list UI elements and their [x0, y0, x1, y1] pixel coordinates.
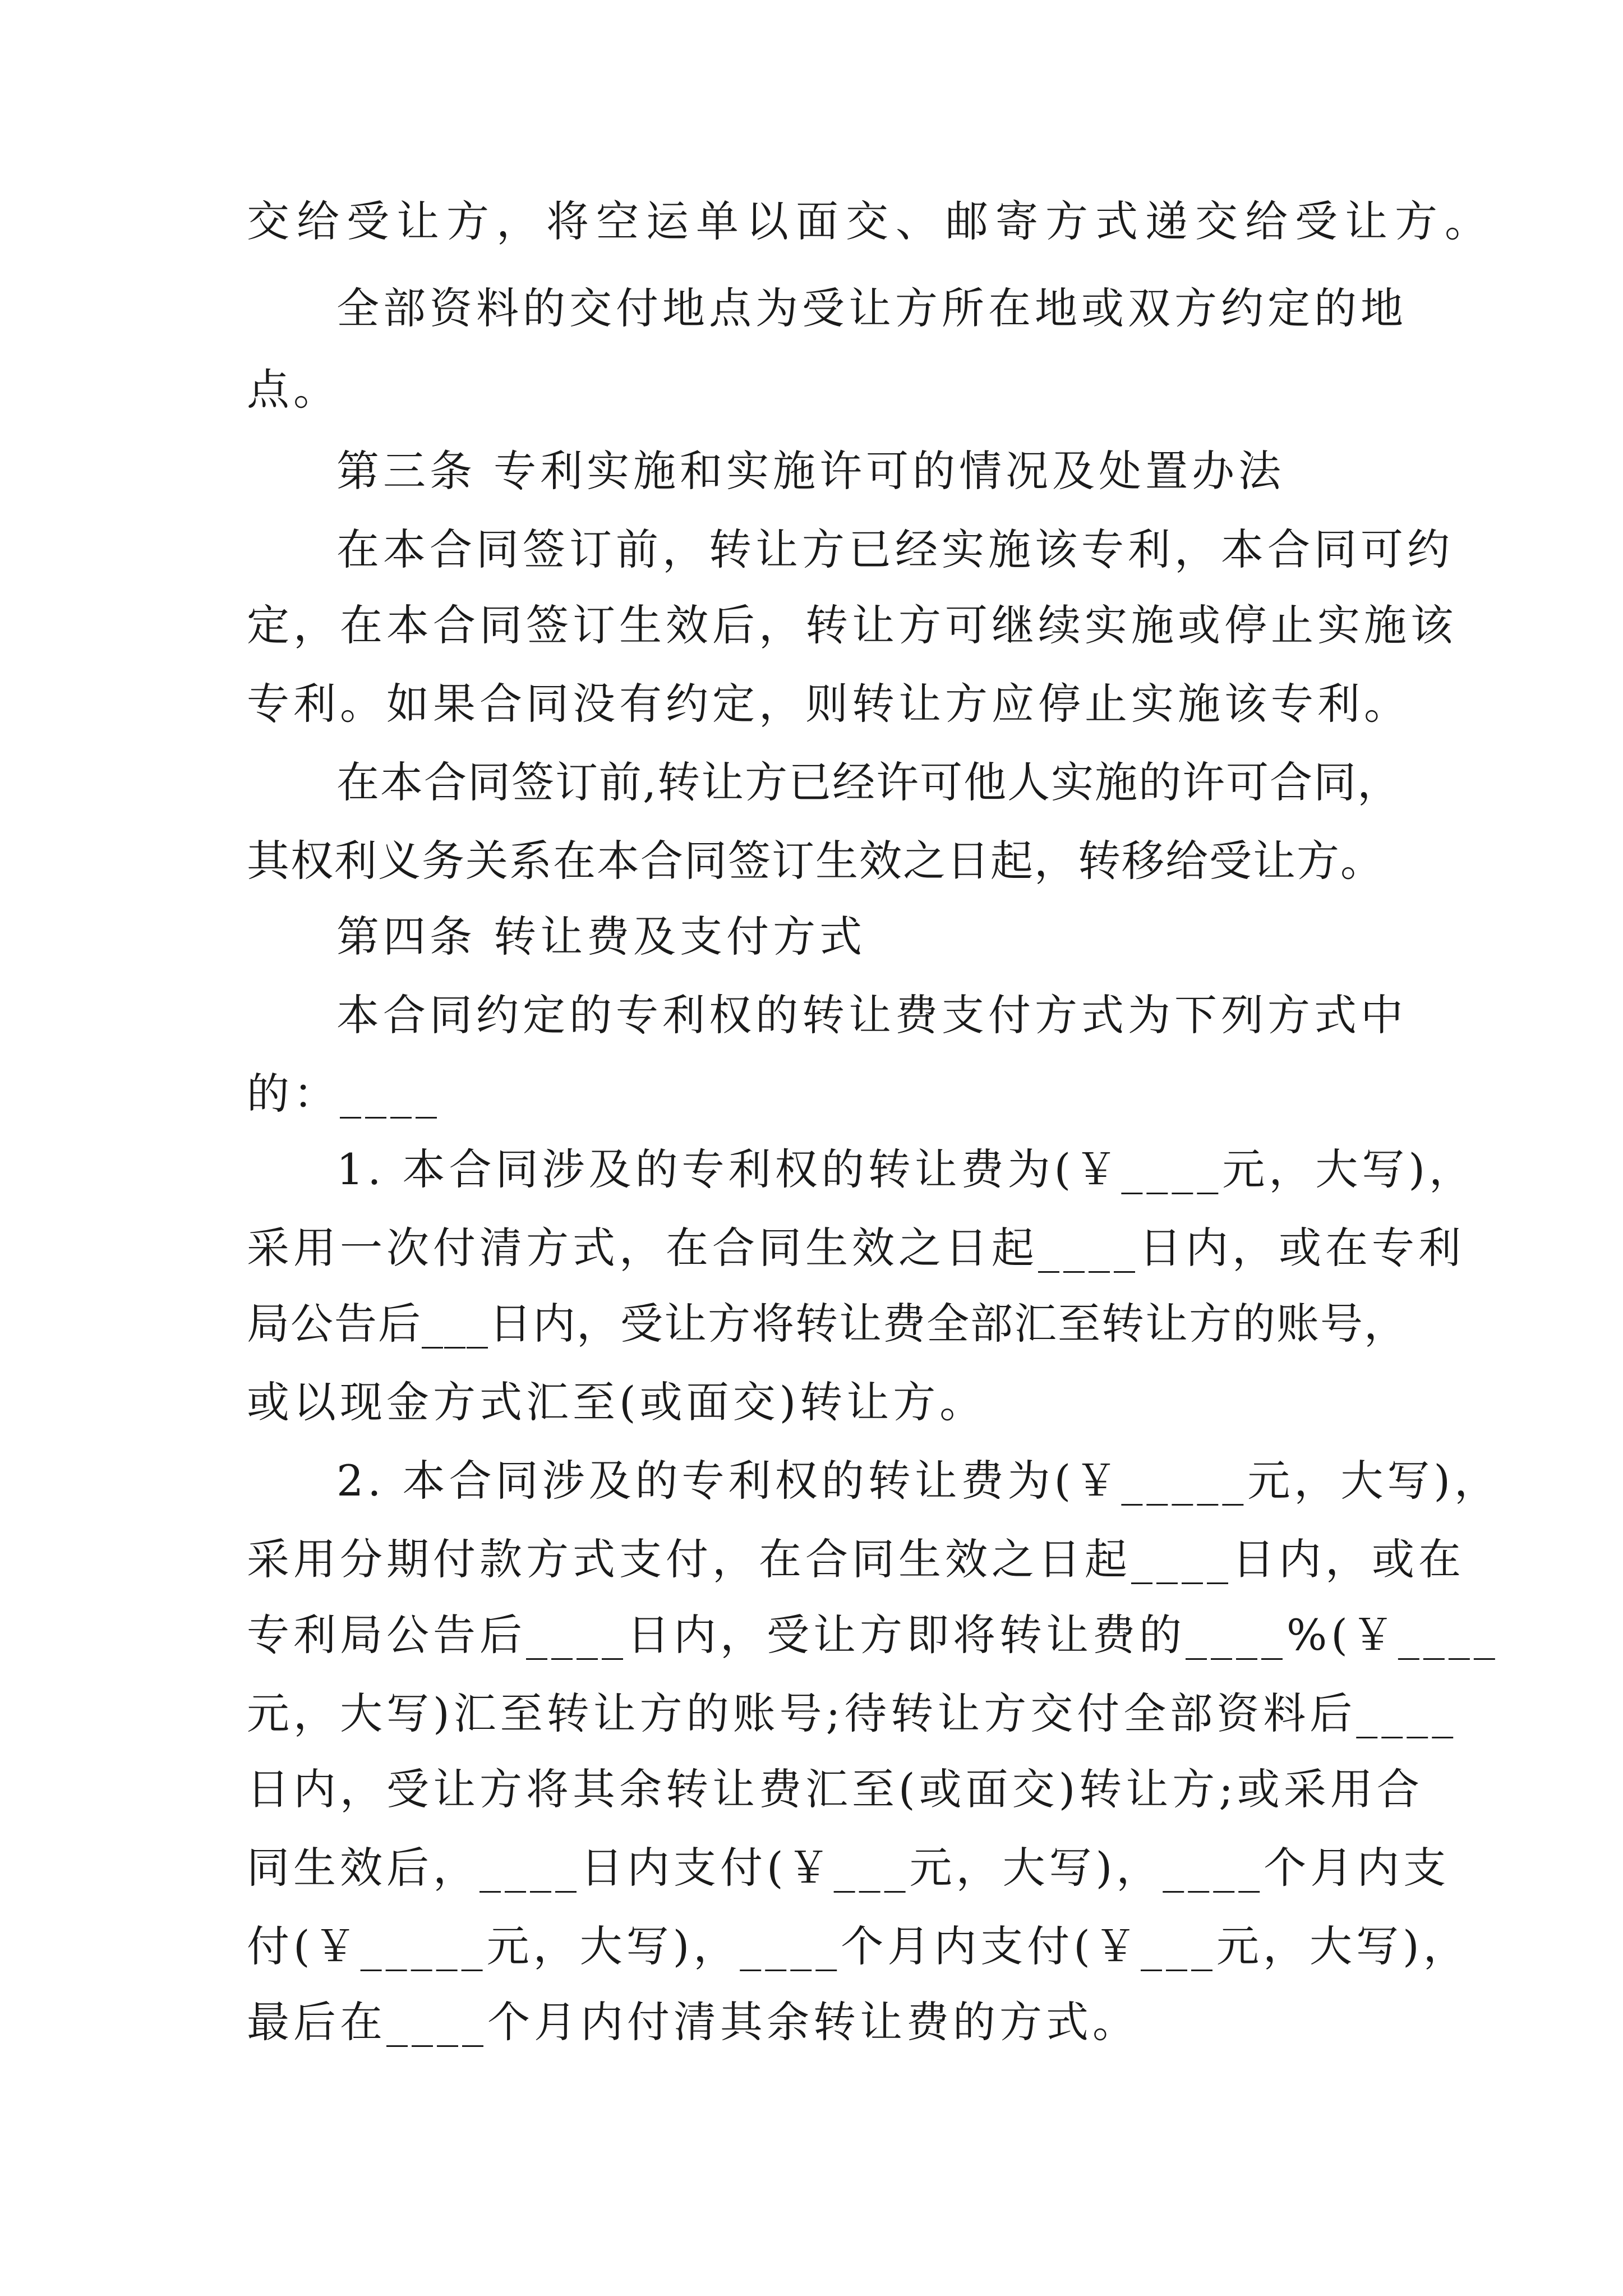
text-line-20: 元，大写)汇至转让方的账号;待转让方交付全部资料后____: [247, 1688, 1458, 1738]
text-line-6: 定，在本合同签订生效后，转让方可继续实施或停止实施该: [247, 600, 1457, 650]
text-line-7: 专利。如果合同没有约定，则转让方应停止实施该专利。: [247, 679, 1410, 729]
text-line-1: 交给受让方，将空运单以面交、邮寄方式递交给受让方。: [247, 196, 1495, 246]
text-line-22: 同生效后，____日内支付(￥___元，大写)，____个月内支: [247, 1843, 1450, 1893]
text-line-15: 局公告后___日内，受让方将转让费全部汇至转让方的账号，: [247, 1299, 1408, 1349]
text-line-19: 专利局公告后____日内，受让方即将转让费的____%(￥____: [247, 1610, 1499, 1660]
section-heading-4: 第四条 转让费及支付方式: [336, 912, 866, 961]
text-line-14: 采用一次付清方式，在合同生效之日起____日内，或在专利: [247, 1223, 1465, 1273]
text-line-13: 1. 本合同涉及的专利权的转让费为(￥____元，大写)，: [336, 1144, 1476, 1194]
text-line-24: 最后在____个月内付清其余转让费的方式。: [247, 1997, 1139, 2047]
text-line-18: 采用分期付款方式支付，在合同生效之日起____日内，或在: [247, 1534, 1465, 1584]
text-line-2: 全部资料的交付地点为受让方所在地或双方约定的地: [336, 283, 1407, 333]
text-line-12: 的：____: [247, 1069, 441, 1119]
text-line-3: 点。: [247, 365, 340, 415]
text-line-11: 本合同约定的专利权的转让费支付方式为下列方式中: [336, 990, 1407, 1040]
text-line-9: 其权利义务关系在本合同签订生效之日起，转移给受让方。: [247, 836, 1384, 886]
text-line-16: 或以现金方式汇至(或面交)转让方。: [247, 1377, 986, 1427]
text-line-8: 在本合同签订前,转让方已经许可他人实施的许可合同，: [336, 757, 1401, 807]
section-heading-3: 第三条 专利实施和实施许可的情况及处置办法: [336, 446, 1285, 496]
text-line-5: 在本合同签订前，转让方已经实施该专利，本合同可约: [336, 524, 1454, 574]
text-line-21: 日内，受让方将其余转让费汇至(或面交)转让方;或采用合: [247, 1764, 1423, 1814]
text-line-23: 付(￥_____元，大写)，____个月内支付(￥___元，大写)，: [247, 1921, 1470, 1971]
text-line-17: 2. 本合同涉及的专利权的转让费为(￥_____元，大写)，: [336, 1456, 1501, 1506]
